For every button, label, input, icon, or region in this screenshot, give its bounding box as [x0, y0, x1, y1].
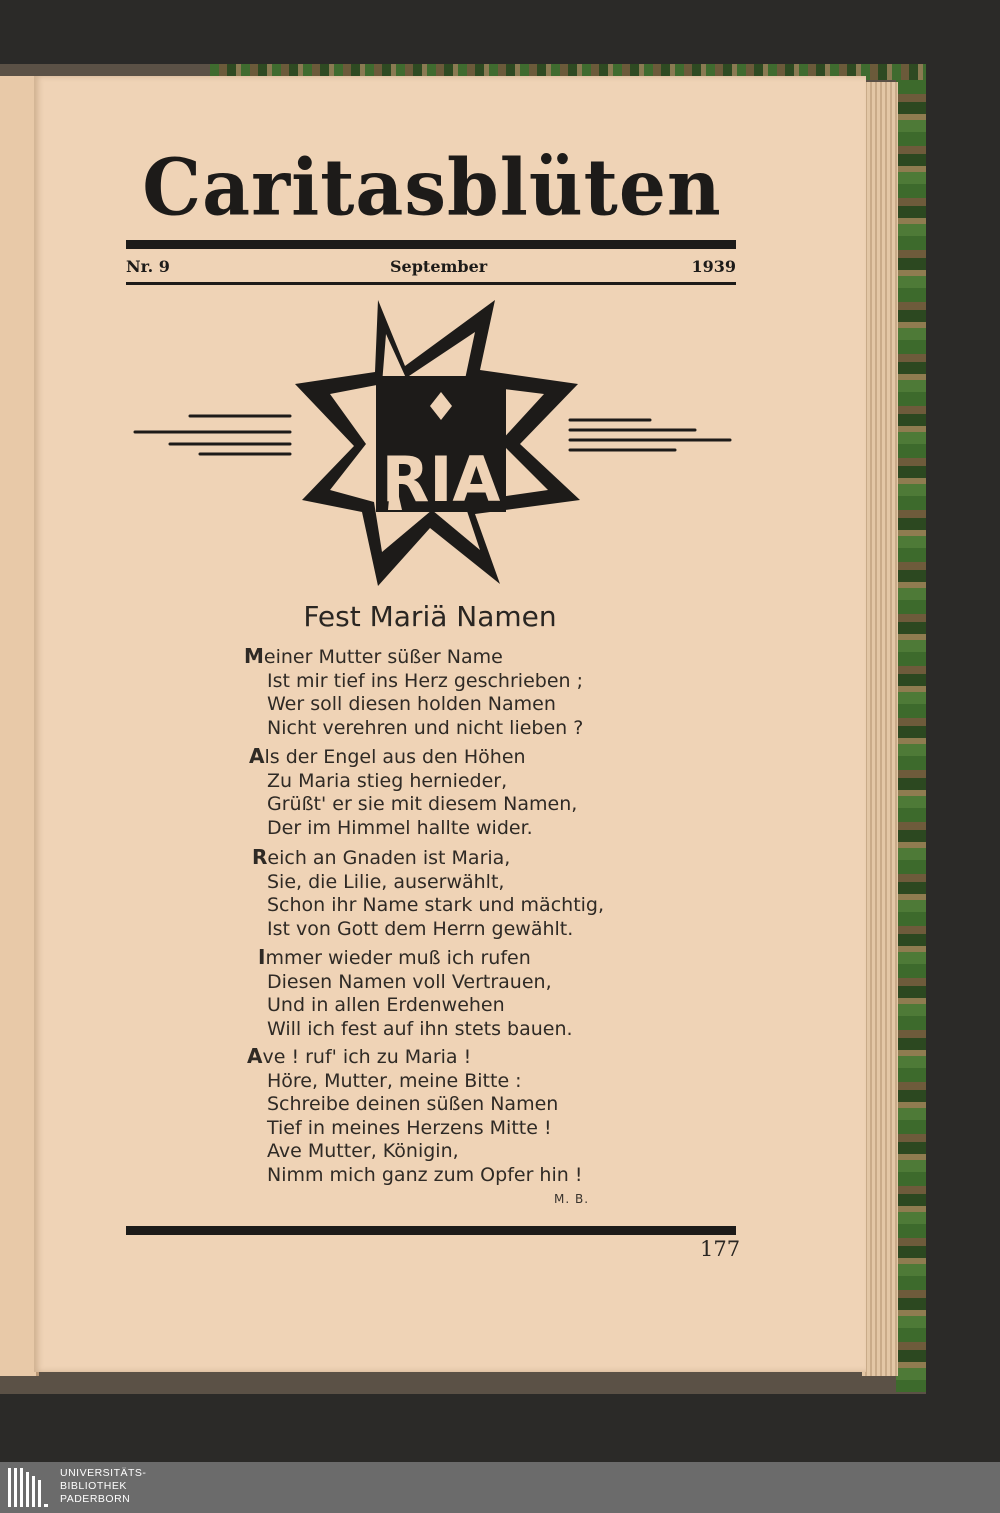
page-number: 177 [700, 1237, 741, 1261]
footer-rule [126, 1226, 736, 1235]
library-name-line: UNIVERSITÄTS- [60, 1467, 147, 1479]
poem-title: Fest Mariä Namen [303, 600, 557, 633]
stanza-first-line-text: mmer wieder muß ich rufen [265, 947, 531, 969]
stanza-first-line [258, 946, 678, 971]
library-name [60, 1467, 146, 1506]
poem-line: Schon ihr Name stark und mächtig, [267, 894, 605, 916]
stanza-5 [247, 1045, 667, 1187]
masthead-rule-bottom [126, 282, 736, 285]
stanza-2 [249, 745, 669, 840]
marbled-spine [896, 80, 926, 1392]
poem-line: Nicht verehren und nicht lieben ? [267, 716, 584, 739]
stanza-initial: A [249, 744, 265, 768]
stanza-first-line-text: einer Mutter süßer Name [263, 646, 503, 668]
poem-line: Zu Maria stieg hernieder, [267, 769, 508, 792]
poem-line: Nimm mich ganz zum Opfer hin ! [267, 1163, 583, 1186]
maria-monogram-star-icon [130, 296, 740, 588]
library-name-line: PADERBORN [60, 1493, 131, 1505]
poem-line: Schreibe deinen süßen Namen [267, 1093, 559, 1115]
poem-line: Ist mir tief ins Herz geschrieben ; [267, 669, 583, 692]
issue-month: September [390, 257, 488, 276]
emblem-letters: RIA [381, 443, 501, 516]
stanza-4 [258, 946, 678, 1041]
poem-line: Tief in meines Herzens Mitte ! [267, 1116, 552, 1139]
poem-line: Diesen Namen voll Vertrauen, [267, 970, 552, 993]
university-library-logo-icon [8, 1466, 54, 1509]
stanza-initial: M [244, 644, 264, 668]
stanza-1 [244, 645, 664, 740]
stanza-first-line-text: ve ! ruf' ich zu Maria ! [262, 1046, 472, 1068]
stanza-first-line [249, 745, 669, 770]
stanza-3 [252, 846, 672, 941]
poem-line: Höre, Mutter, meine Bitte : [267, 1069, 522, 1092]
stanza-first-line-text: eich an Gnaden ist Maria, [267, 847, 511, 869]
poem-line: Ave Mutter, Königin, [267, 1140, 459, 1162]
stanza-first-line [247, 1045, 667, 1070]
stanza-first-line [244, 645, 664, 670]
poem-line: Ist von Gott dem Herrn gewählt. [267, 917, 574, 940]
masthead-title: Caritasblüten [142, 142, 722, 234]
poem-line: Und in allen Erdenwehen [267, 994, 505, 1016]
library-name-line: BIBLIOTHEK [60, 1480, 127, 1492]
poem-line: Wer soll diesen holden Namen [267, 693, 556, 715]
poem-line: Der im Himmel hallte wider. [267, 816, 533, 839]
stanza-first-line-text: ls der Engel aus den Höhen [264, 746, 526, 768]
stanza-initial: A [247, 1044, 263, 1068]
masthead-rule-top [126, 240, 736, 249]
poem-signature: M. B. [554, 1192, 590, 1206]
issue-year: 1939 [691, 257, 736, 276]
issue-row [126, 257, 736, 279]
page-stack-edges [862, 82, 898, 1376]
stanza-initial: I [258, 945, 266, 969]
library-footer [0, 1462, 1000, 1513]
stanza-initial: R [252, 845, 268, 869]
poem-line: Sie, die Lilie, auserwählt, [267, 870, 505, 893]
poem-line: Will ich fest auf ihn stets bauen. [267, 1017, 573, 1040]
poem-line: Grüßt' er sie mit diesem Namen, [267, 793, 578, 815]
issue-number: Nr. 9 [126, 257, 170, 276]
stanza-first-line [252, 846, 672, 871]
